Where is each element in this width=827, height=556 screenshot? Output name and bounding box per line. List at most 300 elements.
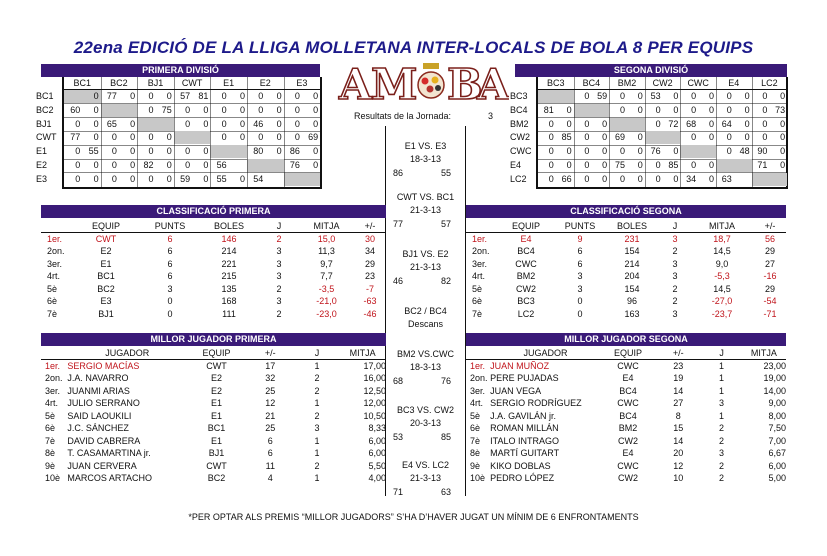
match-home-score: 46 [393, 276, 404, 286]
cell-mitja: 6,00 [768, 460, 786, 471]
cell-boles: 163 [624, 308, 640, 319]
matrix-row-label: LC2 [510, 173, 527, 184]
matrix-cell: 0 [130, 146, 136, 157]
matrix-cell: 0 [185, 160, 191, 170]
table-row [41, 270, 386, 283]
column-header: J [660, 220, 690, 233]
cell-diff: 56 [764, 234, 775, 244]
matrix-cell: 0 [584, 173, 590, 184]
cell-name: J.C. SÁNCHEZ [67, 423, 129, 434]
cell-equip: BJ1 [98, 308, 114, 319]
matrix-row-label: E1 [36, 146, 48, 157]
cell-mitja: 9,00 [768, 398, 786, 409]
matrix-cell: 0 [780, 146, 786, 157]
table-row [41, 435, 386, 448]
matrix-col-line [574, 77, 575, 187]
matrix-cell: 59 [180, 173, 191, 184]
cell-boles: 135 [221, 283, 237, 294]
matrix-col-header: E4 [728, 78, 740, 88]
matrix-col-header: BC2 [110, 78, 128, 88]
matrix-cell: 0 [619, 146, 625, 157]
cell-name: JUAN VEGA [490, 385, 542, 396]
cell-boles: 111 [222, 308, 236, 319]
cell-equip: BC4 [517, 246, 535, 257]
cell-j: 2 [719, 473, 725, 484]
table-row [41, 447, 386, 460]
cell-equip: E2 [100, 246, 112, 257]
matrix-cell: 0 [276, 146, 282, 157]
cell-pos: 4rt. [47, 271, 61, 282]
matrix-cell: 0 [548, 132, 554, 143]
match-teams: E4 VS. LC2 [401, 460, 450, 470]
matrix-cell: 0 [130, 132, 136, 143]
table-row [41, 233, 386, 246]
cell-diff: 14 [673, 385, 684, 396]
matrix-cell: 0 [130, 160, 136, 170]
cell-j: 3 [314, 423, 320, 434]
cell-mitja: 7,50 [768, 423, 786, 434]
matrix-cell: 0 [239, 132, 245, 143]
table-row [466, 410, 786, 423]
matrix-cell: 46 [253, 118, 264, 129]
cell-pos: 9è [470, 460, 481, 471]
matrix-cell: 48 [739, 146, 750, 157]
table-row [466, 385, 786, 398]
matrix-cell: 0 [111, 146, 117, 157]
matrix-cell: 0 [75, 173, 81, 184]
matrix-cell: 0 [93, 160, 99, 170]
cell-pos: 5è [47, 283, 58, 294]
matrix-cell: 0 [619, 104, 625, 115]
table-row [41, 372, 386, 385]
matrix-cell: 0 [313, 104, 319, 115]
cell-j: 2 [672, 283, 678, 294]
matrix-row-label: BC2 [36, 104, 54, 115]
players-segona-table [466, 347, 786, 485]
pos-header [41, 347, 67, 360]
cell-j: 3 [672, 258, 678, 269]
cell-name: KIKO DOBLAS [490, 460, 551, 471]
matrix-cell: 0 [203, 118, 209, 129]
cell-pos: 4rt. [472, 271, 486, 282]
cell-mitja: -23,7 [711, 308, 733, 319]
table-row [466, 422, 786, 435]
cell-pos: 6è [472, 296, 483, 307]
cell-pos: 3er. [470, 385, 486, 396]
matrix-cell: 0 [619, 91, 625, 101]
matrix-cell: 85 [561, 132, 572, 143]
cell-j: 1 [719, 373, 725, 384]
table-row [466, 472, 786, 485]
matrix-cell: 0 [166, 91, 172, 101]
matrix-cell: 0 [655, 104, 661, 115]
cell-boles: 146 [221, 234, 237, 244]
match-teams: E1 VS. E3 [404, 141, 447, 151]
cell-mitja: 9,7 [320, 258, 333, 269]
matrix-col-line [752, 77, 753, 187]
matrix-row-label: CW2 [510, 132, 530, 143]
cell-j: 3 [672, 234, 678, 244]
table-row [41, 422, 386, 435]
svg-text:A: A [477, 61, 509, 106]
cell-j: 2 [314, 460, 320, 471]
column-header: EQUIP [496, 220, 556, 233]
cell-equip: E4 [622, 373, 634, 384]
cell-pos: 4rt. [470, 398, 484, 409]
class-primera-table [41, 220, 386, 320]
cell-diff: 6 [267, 448, 273, 459]
cell-mitja: 15,0 [317, 234, 336, 244]
matrix-cell: 60 [70, 104, 81, 115]
matrix-cell: 0 [744, 132, 750, 143]
matrix-col-header: CWC [687, 78, 709, 88]
cell-diff: 29 [764, 283, 775, 294]
match-teams: BC3 VS. CW2 [396, 405, 454, 415]
cell-mitja: 9,0 [715, 258, 729, 269]
cell-punts: 6 [167, 246, 173, 257]
matrix-row [538, 131, 786, 144]
cell-j: 2 [719, 423, 725, 434]
matrix-row [538, 145, 786, 158]
cell-j: 2 [314, 385, 320, 396]
cell-pos: 1er. [47, 234, 63, 244]
cell-diff: 15 [673, 423, 684, 434]
cell-equip: E2 [211, 373, 223, 384]
cell-pos: 9è [45, 460, 56, 471]
cell-j: 1 [719, 410, 725, 421]
matrix-cell: 0 [548, 173, 554, 184]
matrix-cell: 73 [775, 104, 786, 115]
cell-boles: 214 [221, 246, 237, 257]
match-teams: BJ1 VS. E2 [402, 249, 449, 259]
match-away-score: 63 [441, 487, 452, 497]
matrix-cell: 0 [691, 132, 697, 143]
cell-j: 2 [672, 246, 678, 257]
cell-diff: -71 [763, 308, 777, 319]
cell-mitja: -23,0 [316, 308, 337, 319]
cell-j: 2 [276, 283, 282, 294]
matrix-cell: 0 [566, 118, 572, 129]
cell-pos: 7è [47, 308, 58, 319]
cell-j: 2 [672, 296, 678, 307]
matrix-row [538, 90, 786, 103]
cell-j: 3 [276, 246, 282, 257]
cell-j: 3 [276, 296, 282, 307]
matrix-row-label: E2 [36, 160, 48, 170]
matrix-cell: 0 [708, 132, 714, 143]
matrix-row [538, 159, 786, 172]
table-row [41, 245, 386, 258]
matrix-col-header: E3 [296, 78, 308, 88]
column-header: J [701, 347, 741, 360]
cell-j: 3 [672, 308, 678, 319]
matrix-cell: 0 [93, 173, 99, 184]
matrix-col-header: CW2 [652, 78, 673, 88]
cell-mitja: 14,5 [713, 246, 731, 257]
cell-equip: LC2 [517, 308, 535, 319]
matrix-cell: 59 [597, 91, 608, 101]
cell-pos: 2on. [472, 246, 490, 257]
primera-division-header: PRIMERA DIVISIÓ [41, 64, 320, 77]
matrix-cell: 68 [686, 118, 697, 129]
matrix-cell: 0 [619, 173, 625, 184]
cell-j: 3 [276, 271, 282, 282]
matrix-cell: 0 [203, 160, 209, 170]
cell-diff: -46 [363, 308, 377, 319]
matrix-cell: 55 [216, 173, 227, 184]
column-header: PUNTS [141, 220, 199, 233]
cell-equip: BC2 [97, 283, 115, 294]
cell-name: DAVID CABRERA [67, 435, 141, 446]
matrix-cell: 0 [166, 132, 172, 143]
matrix-cell: 0 [726, 91, 732, 101]
matrix-cell: 0 [276, 91, 282, 101]
matrix-cell: 0 [655, 160, 661, 170]
matrix-col-header: CWT [181, 78, 203, 88]
table-header-row [466, 220, 786, 233]
cell-j: 2 [719, 460, 725, 471]
matrix-cell: 0 [276, 104, 282, 115]
segona-division-header: SEGONA DIVISIÓ [515, 64, 787, 77]
matrix-cell: 0 [691, 91, 697, 101]
table-row [466, 258, 786, 271]
matrix-cell: 0 [203, 173, 209, 184]
cell-pos: 4rt. [45, 398, 59, 409]
column-header: BOLES [199, 220, 259, 233]
jornada-value: 3 [488, 111, 494, 121]
cell-diff: -7 [365, 283, 374, 294]
matrix-col-header: BC4 [582, 78, 601, 88]
matrix-cell: 0 [744, 91, 750, 101]
matrix-cell: 0 [130, 173, 136, 184]
matrix-cell: 75 [161, 104, 172, 115]
cell-name: JUAN MUÑOZ [490, 361, 550, 371]
match-date: 21-3-13 [409, 262, 442, 272]
table-row [41, 385, 386, 398]
cell-equip: CW2 [516, 283, 536, 294]
cell-punts: 0 [577, 308, 583, 319]
matrix-cell: 0 [221, 132, 227, 143]
players-primera-table [41, 347, 386, 485]
class-primera-header: CLASSIFICACIÓ PRIMERA [41, 205, 386, 218]
match-home-score: 77 [393, 219, 404, 229]
cell-j: 3 [276, 258, 282, 269]
cell-equip: E3 [100, 296, 112, 307]
matrix-cell: 66 [561, 173, 572, 184]
matrix-cell: 0 [566, 104, 572, 115]
matrix-cell: 0 [221, 91, 227, 101]
table-row [41, 283, 386, 296]
cell-mitja: 14,00 [763, 385, 786, 396]
cell-diff: 20 [673, 448, 684, 459]
cell-j: 2 [314, 410, 320, 421]
matrix-cell: 0 [93, 118, 99, 129]
cell-name: JULIO SERRANO [67, 398, 140, 409]
cell-punts: 6 [577, 258, 583, 269]
cell-diff: 34 [364, 246, 375, 257]
match-away-score: 85 [441, 432, 452, 442]
matrix-row [64, 159, 320, 172]
cell-diff: 23 [673, 361, 684, 371]
cell-equip: E1 [211, 398, 223, 409]
matrix-cell: 0 [637, 91, 643, 101]
cell-diff: 21 [265, 410, 276, 421]
matrix-cell: 0 [93, 104, 99, 115]
cell-pos: 8è [470, 448, 481, 459]
matrix-col-header: E2 [259, 78, 271, 88]
cell-mitja: 7,7 [320, 271, 333, 282]
cell-mitja: 4,00 [368, 473, 386, 484]
cell-equip: BC4 [619, 385, 637, 396]
column-header: EQUIP [601, 347, 655, 360]
cell-pos: 3er. [472, 258, 488, 269]
matrix-cell: 76 [650, 146, 661, 157]
cell-j: 1 [314, 448, 320, 459]
matrix-row-label: BM2 [510, 118, 529, 129]
matrix-cell: 34 [686, 173, 697, 184]
matrix-cell: 0 [584, 146, 590, 157]
column-header: MITJA [690, 220, 754, 233]
matrix-cell: 0 [148, 104, 154, 115]
match-home-score: 68 [393, 376, 404, 386]
matrix-cell: 0 [637, 132, 643, 143]
matrix-cell: 0 [708, 104, 714, 115]
cell-equip: CWT [95, 234, 117, 244]
matrix-col-line [174, 77, 175, 187]
matrix-cell: 0 [673, 146, 679, 157]
column-header: JUGADOR [490, 347, 601, 360]
match-date: 20-3-13 [409, 418, 442, 428]
matrix-row [538, 104, 786, 117]
cell-pos: 10è [470, 473, 486, 484]
table-row [466, 460, 786, 473]
matrix-cell: 53 [650, 91, 661, 101]
jornada-label: Resultats de la Jornada: [354, 111, 452, 121]
matrix-cell: 0 [673, 104, 679, 115]
matrix-cell: 0 [148, 146, 154, 157]
cell-boles: 231 [624, 234, 640, 244]
cell-equip: BM2 [618, 423, 638, 434]
cell-mitja: 11,3 [318, 246, 335, 257]
cell-pos: 3er. [45, 385, 61, 396]
matrix-row [64, 145, 320, 158]
matrix-cell: 0 [708, 91, 714, 101]
matrix-cell: 0 [313, 118, 319, 129]
cell-diff: 12 [673, 460, 684, 471]
cell-diff: 27 [673, 398, 684, 409]
cell-equip: BC1 [97, 271, 115, 282]
cell-equip: BJ1 [208, 448, 225, 459]
cell-equip: BM2 [516, 271, 536, 282]
match-teams: CWT VS. BC1 [396, 192, 455, 202]
matrix-cell: 0 [294, 104, 300, 115]
table-header-row [466, 347, 786, 360]
match-date: Descans [407, 319, 443, 329]
matrix-cell: 0 [111, 160, 117, 170]
matrix-cell: 0 [637, 160, 643, 170]
cell-mitja: 23,00 [763, 361, 786, 371]
matrix-row [64, 173, 320, 186]
matrix-cell: 0 [111, 173, 117, 184]
matrix-cell: 0 [708, 118, 714, 129]
matrix-cell: 0 [602, 146, 608, 157]
footnote: *PER OPTAR ALS PREMIS “MILLOR JUGADORS” S’HA D’HAVER JUGAT UN MÍNIM DE 6 ENFRONTAMENTS [188, 512, 639, 522]
matrix-cell: 64 [721, 118, 732, 129]
cell-name: ROMAN MILLÁN [490, 423, 559, 434]
cell-diff: 25 [265, 385, 276, 396]
match-away-score: 57 [441, 219, 452, 229]
matrix-cell: 0 [548, 160, 554, 170]
matrix-cell: 80 [253, 146, 264, 157]
matrix-cell: 0 [313, 91, 319, 101]
cell-name: SAID LAOUKILI [67, 410, 132, 421]
table-row [466, 372, 786, 385]
cell-mitja: 8,00 [768, 410, 786, 421]
cell-pos: 2on. [470, 373, 488, 384]
match-date: 21-3-13 [409, 205, 442, 215]
matrix-row [538, 118, 786, 131]
matrix-cell: 69 [308, 132, 319, 143]
matrix-cell: 0 [744, 104, 750, 115]
cell-boles: 221 [221, 258, 237, 269]
cell-mitja: -21,0 [316, 296, 337, 307]
cell-diff: 23 [364, 271, 375, 282]
matrix-col-line [680, 77, 681, 187]
matrix-cell: 0 [221, 104, 227, 115]
cell-equip: CWC [515, 258, 537, 269]
cell-mitja: -27,0 [711, 296, 733, 307]
matrix-cell: 0 [239, 118, 245, 129]
cell-j: 2 [314, 373, 320, 384]
matrix-cell: 56 [216, 160, 227, 170]
matrix-cell: 71 [757, 160, 768, 170]
cell-punts: 9 [577, 234, 583, 244]
matrix-row-label: E4 [510, 160, 522, 170]
cell-pos: 5è [470, 410, 481, 421]
matrix-col-line [716, 77, 717, 187]
cell-pos: 10è [45, 473, 61, 484]
cell-j: 1 [314, 435, 320, 446]
cell-mitja: 14,5 [713, 283, 731, 294]
matrix-cell: 0 [780, 160, 786, 170]
class-segona-header: CLASSIFICACIÓ SEGONA [466, 205, 786, 218]
matrix-cell: 0 [726, 146, 732, 157]
matrix-cell: 0 [762, 91, 768, 101]
segona-results-matrix [536, 77, 788, 189]
matrix-cell: 0 [762, 118, 768, 129]
column-header: JUGADOR [67, 347, 187, 360]
cell-diff: 29 [364, 258, 375, 269]
matrix-cell: 0 [185, 118, 191, 129]
matrix-cell: 0 [276, 132, 282, 143]
matrix-cell: 0 [780, 132, 786, 143]
matrix-cell: 0 [691, 104, 697, 115]
cell-pos: 1er. [472, 234, 488, 244]
cell-boles: 154 [624, 283, 640, 294]
matrix-col-line [645, 77, 646, 187]
matrix-cell: 0 [75, 160, 81, 170]
cell-name: MARCOS ARTACHO [67, 473, 153, 484]
cell-pos: 2on. [47, 246, 65, 257]
matrix-cell: 0 [185, 104, 191, 115]
cell-boles: 214 [624, 258, 640, 269]
matrix-row [64, 104, 320, 117]
table-row [41, 258, 386, 271]
cell-j: 3 [719, 398, 725, 409]
column-header: +/- [655, 347, 701, 360]
cell-equip: E2 [211, 385, 223, 396]
table-row [466, 295, 786, 308]
